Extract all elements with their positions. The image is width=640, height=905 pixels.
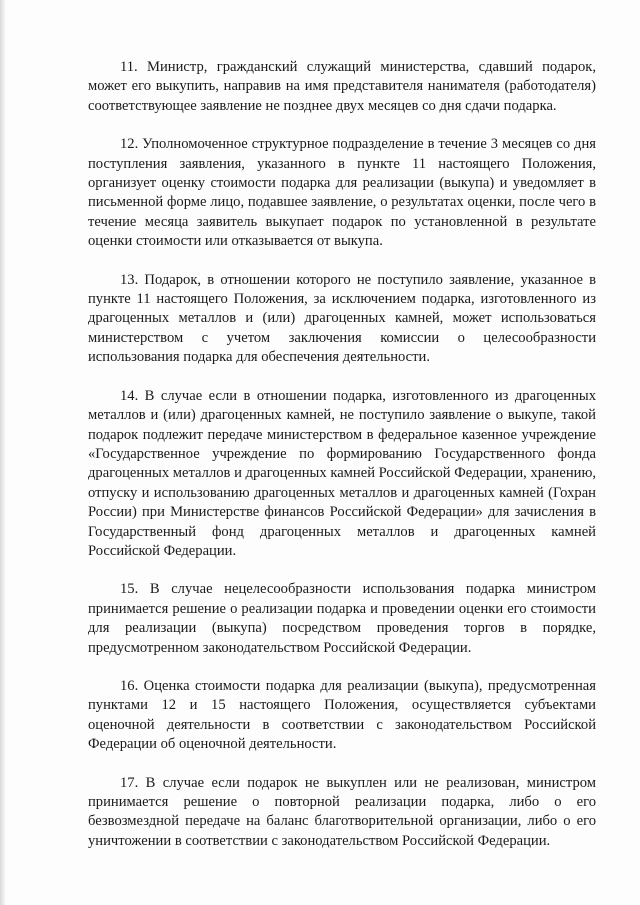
paragraph-12: 12. Уполномоченное структурное подразделение в течение 3 месяцев со дня поступления заявления, указанного в пункте 11 настоящего Положения, организует оценку стоимости подарка для реализации (выкупа) и уведомляет в письменной форме лицо, подавшее заявление, о результатах оценки, после чего в течение месяца заявитель выкупает подарок по установленной в результате оценки стоимости или отказывается от выкупа.: [88, 136, 596, 250]
paragraph-11: 11. Министр, гражданский служащий министерства, сдавший подарок, может его выкупить, направив на имя представителя нанимателя (работодателя) соответствующее заявление не позднее двух месяцев со дня сдачи подарка.: [88, 59, 596, 114]
paragraph-17: 17. В случае если подарок не выкуплен или не реализован, министром принимается решение о повторной реализации подарка, либо о его безвозмездной передаче на баланс благотворительной организации, либо о его уничтожении в соответствии с законодательством Российской Федерации.: [88, 774, 596, 849]
paragraph-15: 15. В случае нецелесообразности использования подарка министром принимается решение о реализации подарка и проведении оценки его стоимости для реализации (выкупа) посредством проведения торгов в порядке, предусмотренном законодательством Российской Федерации.: [88, 581, 596, 656]
document-body: [88, 58, 596, 870]
paragraph-13: 13. Подарок, в отношении которого не поступило заявление, указанное в пункте 11 настоящего Положения, за исключением подарка, изготовленного из драгоценных металлов и (или) драгоценных камней, может использоваться министерством с учетом заключения комиссии о целесообразности использования подарка для обеспечения деятельности.: [88, 271, 596, 366]
paragraph-14: 14. В случае если в отношении подарка, изготовленного из драгоценных металлов и (или) драгоценных камней, не поступило заявление о выкупе, такой подарок подлежит передаче министерством в федеральное казенное учреждение «Государственное учреждение по формированию Государственного фонда драгоценных металлов и драгоценных камней Российской Федерации, хранению, отпуску и использованию драгоценных металлов и драгоценных камней (Гохран России) при Министерстве финансов Российской Федерации» для зачисления в Государственный фонд драгоценных металлов и драгоценных камней Российской Федерации.: [88, 387, 596, 559]
scan-edge-shadow: [0, 0, 6, 905]
paragraph-16: 16. Оценка стоимости подарка для реализации (выкупа), предусмотренная пунктами 12 и 15 настоящего Положения, осуществляется субъектами оценочной деятельности в соответствии с законодательством Российской Федерации об оценочной деятельности.: [88, 677, 596, 753]
